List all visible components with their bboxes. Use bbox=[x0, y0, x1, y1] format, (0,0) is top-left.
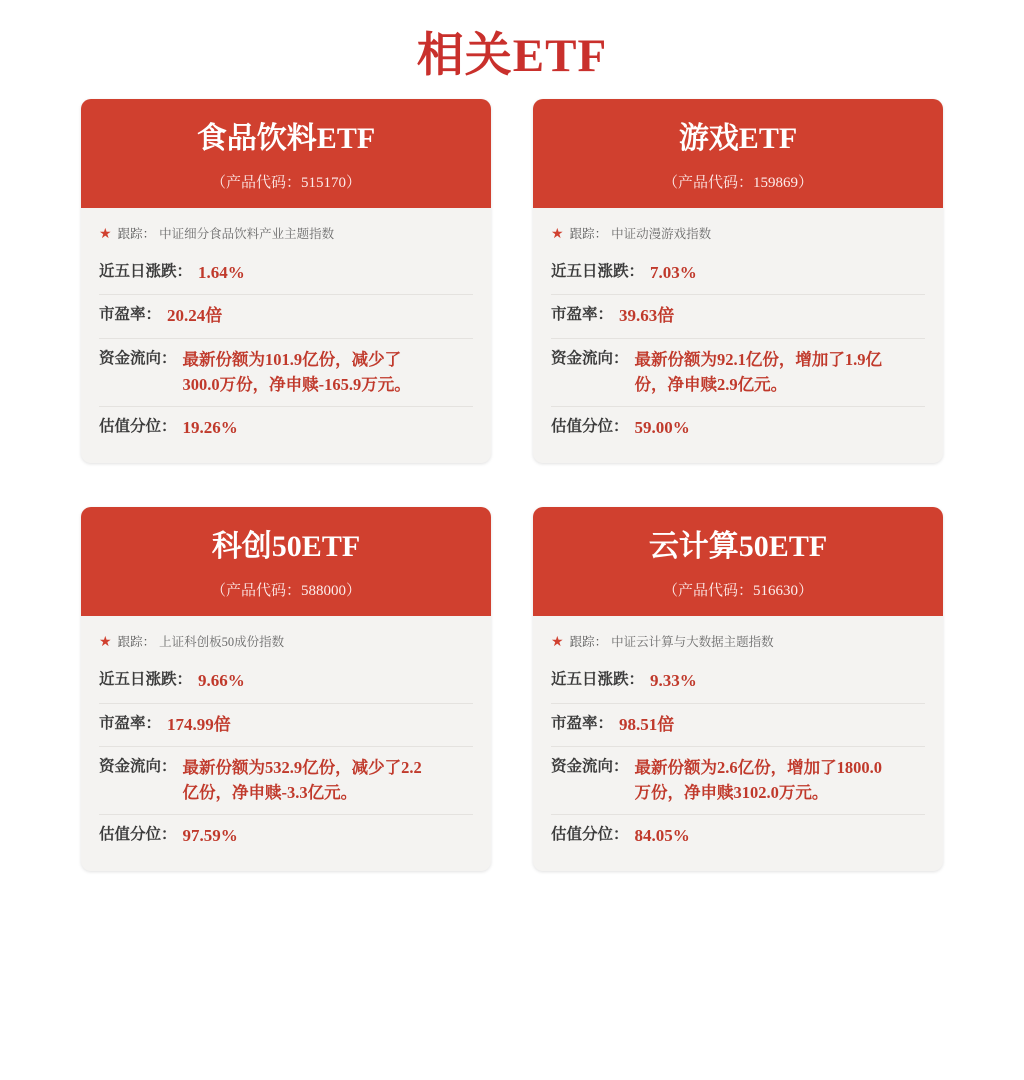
etf-name: 游戏ETF bbox=[678, 122, 798, 155]
pe-value: 39.63倍 bbox=[619, 306, 675, 326]
five-day-label: 近五日涨跌： bbox=[99, 671, 193, 689]
etf-code: （产品代码：159869） bbox=[662, 175, 813, 191]
five-day-value: 9.66% bbox=[198, 671, 245, 691]
percentile-row bbox=[551, 814, 925, 857]
etf-track-row bbox=[551, 224, 925, 252]
etf-card[interactable] bbox=[533, 507, 943, 871]
etf-name: 云计算50ETF bbox=[648, 530, 828, 564]
track-value: 中证云计算与大数据主题指数 bbox=[611, 635, 774, 650]
five-day-label: 近五日涨跌： bbox=[551, 671, 645, 689]
flow-row bbox=[551, 746, 925, 814]
etf-code: （产品代码：515170） bbox=[210, 175, 361, 191]
track-label: 跟踪： bbox=[117, 635, 156, 650]
etf-card[interactable] bbox=[81, 507, 491, 871]
flow-value: 最新份额为532.9亿份，减少了2.2亿份，净申赎-3.3亿元。 bbox=[182, 757, 422, 803]
five-day-row bbox=[99, 660, 473, 702]
pe-row bbox=[551, 703, 925, 746]
etf-card-grid bbox=[0, 99, 1024, 895]
track-value: 中证细分食品饮料产业主题指数 bbox=[159, 227, 335, 241]
pe-label: 市盈率： bbox=[99, 714, 162, 732]
track-label: 跟踪： bbox=[569, 635, 608, 650]
star-icon: ★ bbox=[551, 225, 564, 241]
flow-label: 资金流向： bbox=[551, 757, 629, 775]
flow-value: 最新份额为92.1亿份，增加了1.9亿份，净申赎2.9亿元。 bbox=[634, 349, 883, 395]
etf-card-header bbox=[533, 507, 943, 616]
percentile-label: 估值分位： bbox=[99, 825, 177, 843]
pe-row bbox=[99, 294, 473, 337]
etf-name: 食品饮料ETF bbox=[196, 122, 376, 155]
etf-card[interactable] bbox=[81, 99, 491, 463]
etf-card[interactable] bbox=[533, 99, 943, 463]
etf-card-body bbox=[81, 616, 491, 871]
percentile-row bbox=[551, 406, 925, 449]
flow-label: 资金流向： bbox=[99, 349, 177, 367]
percentile-value: 84.05% bbox=[634, 825, 690, 845]
five-day-value: 9.33% bbox=[650, 671, 697, 691]
etf-code: （产品代码：516630） bbox=[662, 583, 813, 600]
flow-row bbox=[99, 746, 473, 814]
etf-card-body bbox=[81, 208, 491, 463]
etf-track-row bbox=[99, 224, 473, 252]
percentile-label: 估值分位： bbox=[551, 417, 629, 435]
five-day-value: 7.03% bbox=[650, 263, 697, 282]
five-day-row bbox=[99, 252, 473, 294]
track-label: 跟踪： bbox=[117, 227, 156, 241]
star-icon: ★ bbox=[551, 633, 564, 650]
etf-card-header bbox=[81, 99, 491, 208]
flow-row bbox=[551, 338, 925, 406]
page-title: 相关ETF bbox=[416, 30, 608, 82]
pe-label: 市盈率： bbox=[99, 306, 162, 324]
pe-value: 98.51倍 bbox=[619, 714, 675, 734]
percentile-label: 估值分位： bbox=[551, 825, 629, 843]
pe-label: 市盈率： bbox=[551, 714, 614, 732]
etf-track-row bbox=[99, 632, 473, 660]
etf-card-header bbox=[533, 99, 943, 208]
star-icon: ★ bbox=[99, 633, 112, 650]
five-day-row bbox=[551, 660, 925, 702]
etf-card-body bbox=[533, 208, 943, 463]
flow-label: 资金流向： bbox=[551, 349, 629, 367]
percentile-row bbox=[99, 406, 473, 449]
percentile-value: 19.26% bbox=[182, 417, 238, 437]
etf-code: （产品代码：588000） bbox=[210, 583, 361, 600]
etf-track-row bbox=[551, 632, 925, 660]
pe-row bbox=[551, 294, 925, 337]
five-day-value: 1.64% bbox=[198, 263, 245, 282]
percentile-label: 估值分位： bbox=[99, 417, 177, 435]
pe-value: 20.24倍 bbox=[167, 306, 223, 326]
five-day-label: 近五日涨跌： bbox=[551, 263, 645, 280]
track-value: 上证科创板50成份指数 bbox=[159, 635, 285, 650]
percentile-row bbox=[99, 814, 473, 857]
flow-value: 最新份额为2.6亿份，增加了1800.0万份，净申赎3102.0万元。 bbox=[634, 757, 883, 803]
star-icon: ★ bbox=[99, 225, 112, 241]
flow-label: 资金流向： bbox=[99, 757, 177, 775]
five-day-label: 近五日涨跌： bbox=[99, 263, 193, 280]
five-day-row bbox=[551, 252, 925, 294]
pe-label: 市盈率： bbox=[551, 306, 614, 324]
track-label: 跟踪： bbox=[569, 227, 608, 241]
pe-row bbox=[99, 703, 473, 746]
track-value: 中证动漫游戏指数 bbox=[611, 227, 712, 241]
percentile-value: 97.59% bbox=[182, 825, 238, 845]
etf-card-header bbox=[81, 507, 491, 616]
pe-value: 174.99倍 bbox=[167, 714, 231, 734]
percentile-value: 59.00% bbox=[634, 417, 690, 437]
etf-name: 科创50ETF bbox=[211, 530, 361, 564]
etf-card-body bbox=[533, 616, 943, 871]
flow-row bbox=[99, 338, 473, 406]
flow-value: 最新份额为101.9亿份，减少了300.0万份，净申赎-165.9万元。 bbox=[182, 349, 411, 395]
